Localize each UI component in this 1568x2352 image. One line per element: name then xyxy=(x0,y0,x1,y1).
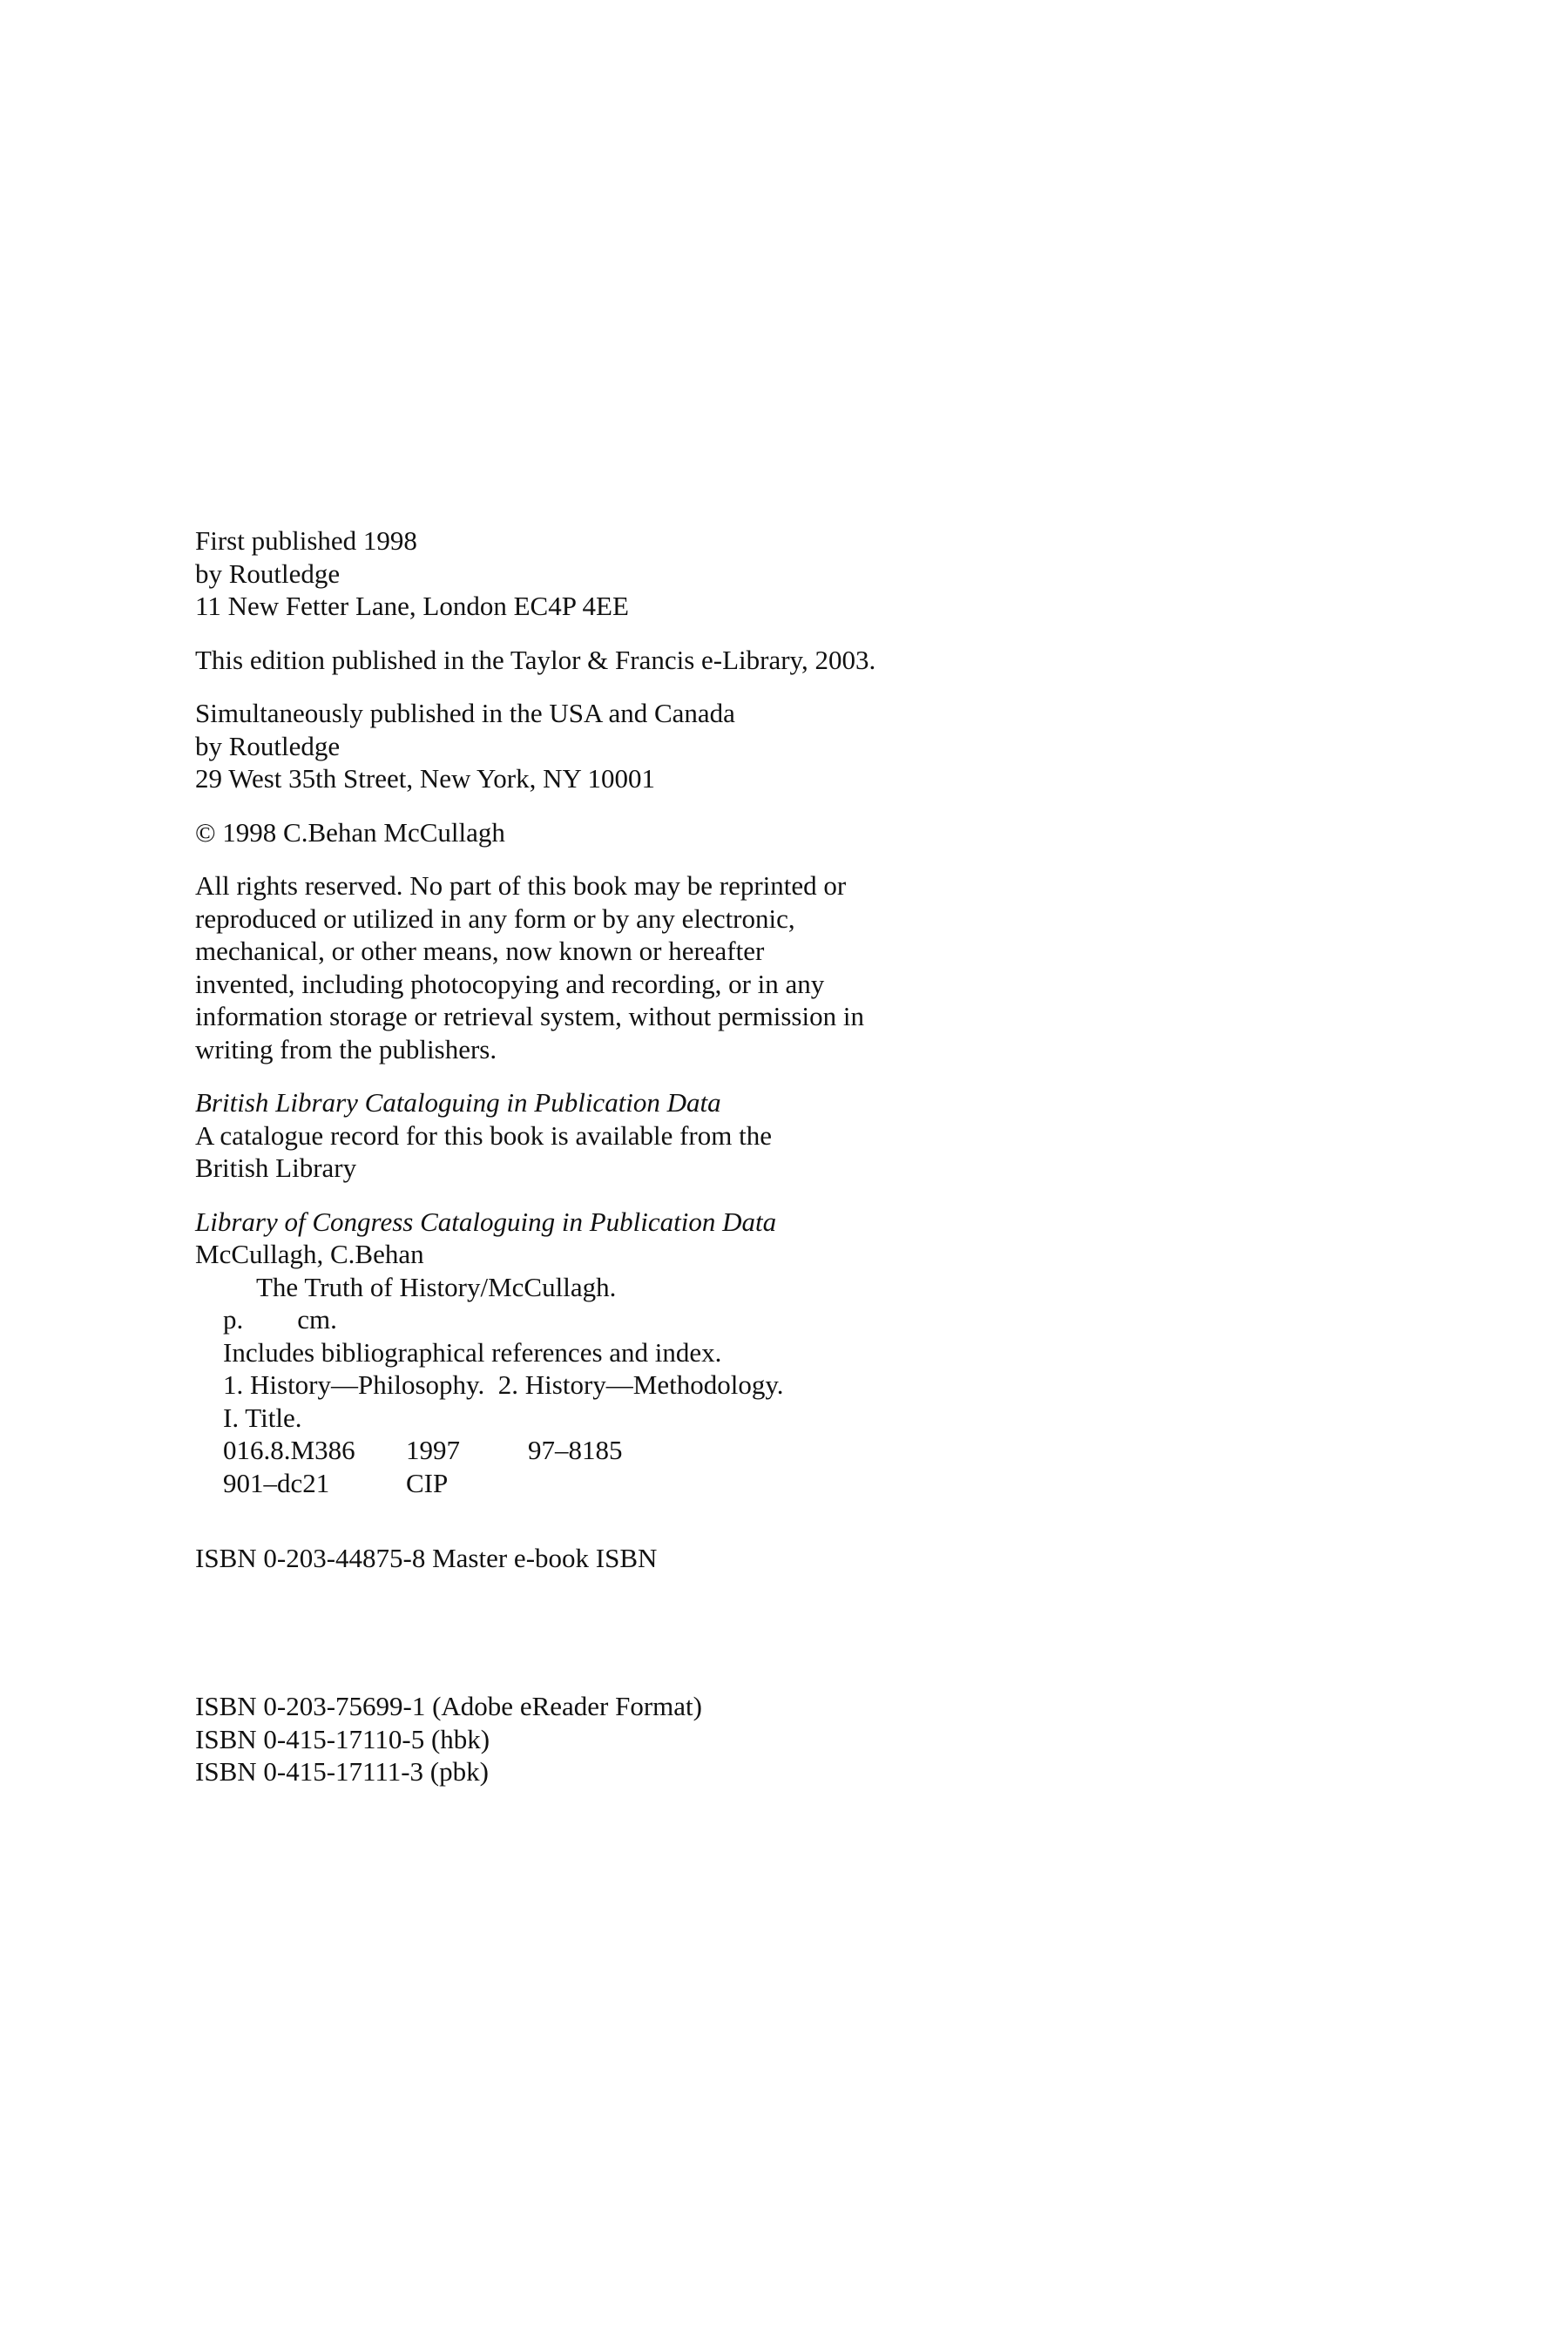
loc-subjects: 1. History—Philosophy. 2. History—Methodology. xyxy=(223,1369,784,1400)
rights-line: writing from the publishers. xyxy=(195,1033,497,1064)
loc-pcm: p. cm. xyxy=(223,1304,337,1335)
loc-title: The Truth of History/McCullagh. xyxy=(256,1271,617,1302)
copyright-notice xyxy=(195,816,979,849)
loc-year: 1997 xyxy=(406,1435,460,1465)
rights-line: mechanical, or other means, now known or hereafter xyxy=(195,936,765,966)
loc-class-number: 016.8.M386 xyxy=(223,1435,355,1465)
loc-dewey-number: 901–dc21 xyxy=(223,1467,330,1498)
publication-info xyxy=(195,524,979,623)
usa-publisher-line: by Routledge xyxy=(195,730,341,761)
british-library-line: A catalogue record for this book is available from the xyxy=(195,1119,772,1151)
library-of-congress-cip xyxy=(195,1206,979,1500)
loc-includes: Includes bibliographical references and index. xyxy=(223,1336,722,1368)
isbn-ereader: ISBN 0-203-75699-1 (Adobe eReader Format) xyxy=(195,1691,702,1721)
isbn-paperback: ISBN 0-415-17111-3 (pbk) xyxy=(195,1756,489,1787)
loc-title-entry: I. Title. xyxy=(223,1402,302,1433)
loc-control-number: 97–8185 xyxy=(528,1435,623,1465)
isbn-hardback: ISBN 0-415-17110-5 (hbk) xyxy=(195,1723,490,1754)
british-library-line: British Library xyxy=(195,1152,357,1183)
rights-line: information storage or retrieval system, without permission in xyxy=(195,1001,864,1031)
uk-address-line: 11 New Fetter Lane, London EC4P 4EE xyxy=(195,591,629,621)
usa-line: Simultaneously published in the USA and Canada xyxy=(195,698,735,728)
loc-heading: Library of Congress Cataloguing in Publication Data xyxy=(195,1206,777,1237)
british-library-cip xyxy=(195,1086,979,1185)
imprint-text-block xyxy=(195,524,979,1520)
copyright-line: © 1998 C.Behan McCullagh xyxy=(195,816,505,848)
rights-line: invented, including photocopying and recording, or in any xyxy=(195,968,825,999)
isbn-master-line: ISBN 0-203-44875-8 Master e-book ISBN xyxy=(195,1543,658,1573)
usa-publication-info xyxy=(195,697,979,795)
british-library-heading: British Library Cataloguing in Publication Data xyxy=(195,1087,721,1118)
edition-note-line: This edition published in the Taylor & Francis e-Library, 2003. xyxy=(195,644,876,675)
loc-author: McCullagh, C.Behan xyxy=(195,1239,424,1269)
loc-classification-row xyxy=(195,1434,979,1467)
loc-cip-label: CIP xyxy=(406,1467,449,1498)
loc-dewey-row xyxy=(195,1467,979,1500)
rights-line: reproduced or utilized in any form or by any electronic, xyxy=(195,902,795,934)
first-published-line: First published 1998 xyxy=(195,525,417,556)
rights-statement xyxy=(195,869,979,1065)
edition-note xyxy=(195,644,979,677)
rights-line: All rights reserved. No part of this book may be reprinted or xyxy=(195,870,847,901)
publisher-line: by Routledge xyxy=(195,558,341,589)
usa-address-line: 29 West 35th Street, New York, NY 10001 xyxy=(195,763,655,794)
isbn-list xyxy=(195,1690,702,1788)
